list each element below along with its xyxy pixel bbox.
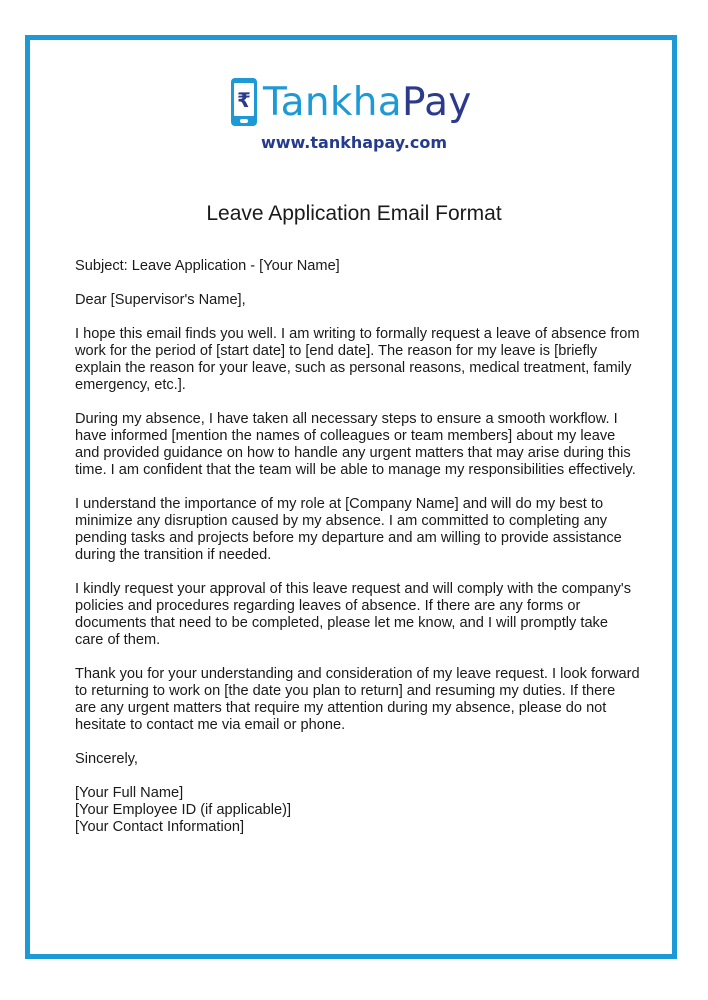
letter-paragraph-3: I understand the importance of my role at [Company Name] and will do my best to minimize any disruption caused by my absence. I am committed to completing any pending tasks and projects before my departure and am willing to provide assistance during the transition if needed. [75,496,622,563]
brand-name-part2: Pay [402,79,472,125]
letter-body [75,258,640,853]
signature-employee-id: [Your Employee ID (if applicable)] [75,802,292,818]
website-url: www.tankhapay.com [260,133,447,152]
rupee-glyph: ₹ [237,88,251,112]
letter-paragraph-1: I hope this email finds you well. I am writing to formally request a leave of absence from work for the period of [start date] to [end date]. The reason for my leave is [briefly explain the reason for your leave, such as personal reasons, medical treatment, family emergency, etc.]. [75,326,640,393]
document-title: Leave Application Email Format [206,202,502,225]
signature-block [75,785,640,836]
brand-name-part1: Tankha [263,79,402,125]
brand-logo [230,76,472,128]
letter-paragraph-4: I kindly request your approval of this leave request and will comply with the company's policies and procedures regarding leaves of absence. If there are any forms or documents that need to be completed, please let me know, and I will promptly take care of them. [75,581,632,648]
signature-full-name: [Your Full Name] [75,785,184,801]
brand-name [263,79,472,125]
letter-paragraph-5: Thank you for your understanding and consideration of my leave request. I look forward to returning to work on [the date you plan to return] and resuming my duties. If there are any urgent matters that require my attention during my absence, please do not hesitate to contact me via email or phone. [75,666,640,733]
phone-rupee-icon [230,77,258,127]
letter-closing: Sincerely, [75,751,138,767]
letter-subject: Subject: Leave Application - [Your Name] [75,258,340,274]
signature-contact-info: [Your Contact Information] [75,819,245,835]
letter-paragraph-2: During my absence, I have taken all necessary steps to ensure a smooth workflow. I have informed [mention the names of colleagues or team members] about my leave and provided guidance on how to handle any urgent matters that may arise during this time. I am confident that the team will be able to manage my responsibilities effectively. [75,411,636,478]
letter-salutation: Dear [Supervisor's Name], [75,292,246,308]
